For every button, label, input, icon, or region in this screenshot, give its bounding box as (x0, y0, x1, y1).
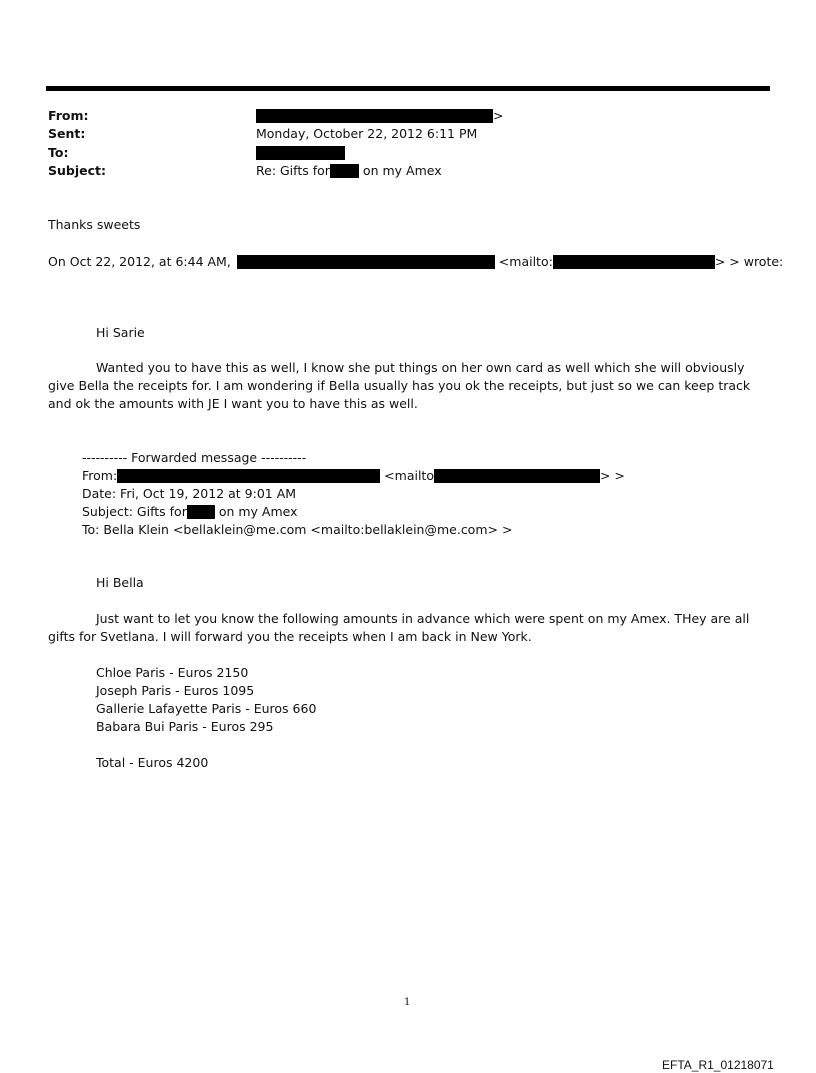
greeting-sarie: Hi Sarie (96, 325, 145, 340)
quote-suffix: > > wrote: (714, 254, 784, 269)
redaction-block (553, 255, 715, 269)
forwarded-to: To: Bella Klein <bellaklein@me.com <mailto:bellaklein@me.com> > (82, 522, 513, 537)
to-label: To: (48, 145, 69, 160)
subject-label: Subject: (48, 163, 106, 178)
list-item: Babara Bui Paris - Euros 295 (96, 719, 274, 734)
redaction-block (237, 255, 495, 269)
list-item: Joseph Paris - Euros 1095 (96, 683, 255, 698)
list-item: Chloe Paris - Euros 2150 (96, 665, 249, 680)
sent-label: Sent: (48, 126, 86, 141)
forwarded-from-label: From: (82, 468, 118, 483)
subject-value (256, 163, 442, 179)
reply-text: Thanks sweets (48, 217, 141, 232)
list-item: Gallerie Lafayette Paris - Euros 660 (96, 701, 317, 716)
subject-suffix: on my Amex (362, 163, 442, 178)
quote-line (48, 254, 783, 270)
from-value (256, 108, 503, 124)
redaction-block (434, 469, 600, 483)
redaction-block (330, 164, 359, 178)
greeting-bella: Hi Bella (96, 575, 144, 590)
to-value (256, 145, 345, 161)
redaction-block (256, 146, 345, 160)
sent-value: Monday, October 22, 2012 6:11 PM (256, 126, 478, 141)
subject-prefix: Re: Gifts for (256, 163, 330, 178)
forwarded-separator: ---------- Forwarded message ---------- (82, 450, 307, 465)
from-label: From: (48, 108, 89, 123)
message2-body: Just want to let you know the following amounts in advance which were spent on my Amex. THey are all gifts for Svetlana. I will forward you the receipts when I am back in New York. (48, 611, 750, 644)
quote-intro: On Oct 22, 2012, at 6:44 AM, (48, 254, 231, 269)
document-id: EFTA_R1_01218071 (662, 1058, 774, 1072)
total-line: Total - Euros 4200 (96, 755, 209, 770)
forwarded-from-suffix: > > (599, 468, 625, 483)
forwarded-date: Date: Fri, Oct 19, 2012 at 9:01 AM (82, 486, 297, 501)
forwarded-from-mailto: <mailto (384, 468, 434, 483)
forwarded-subject-prefix: Subject: Gifts for (82, 504, 187, 519)
header-rule (46, 86, 770, 91)
quote-mailto: <mailto: (498, 254, 553, 269)
redaction-block (117, 469, 380, 483)
redaction-block (256, 109, 493, 123)
page-number: 1 (404, 997, 411, 1008)
forwarded-from (82, 468, 625, 484)
from-value-suffix: > (493, 108, 504, 123)
forwarded-subject (82, 504, 298, 520)
redaction-block (187, 505, 215, 519)
message1-body: Wanted you to have this as well, I know she put things on her own card as well which she will obviously give Bella the receipts for. I am wondering if Bella usually has you ok the receipts, but just so we can keep track and ok the amounts with JE I want you to have this as well. (48, 360, 751, 411)
forwarded-subject-suffix: on my Amex (218, 504, 298, 519)
